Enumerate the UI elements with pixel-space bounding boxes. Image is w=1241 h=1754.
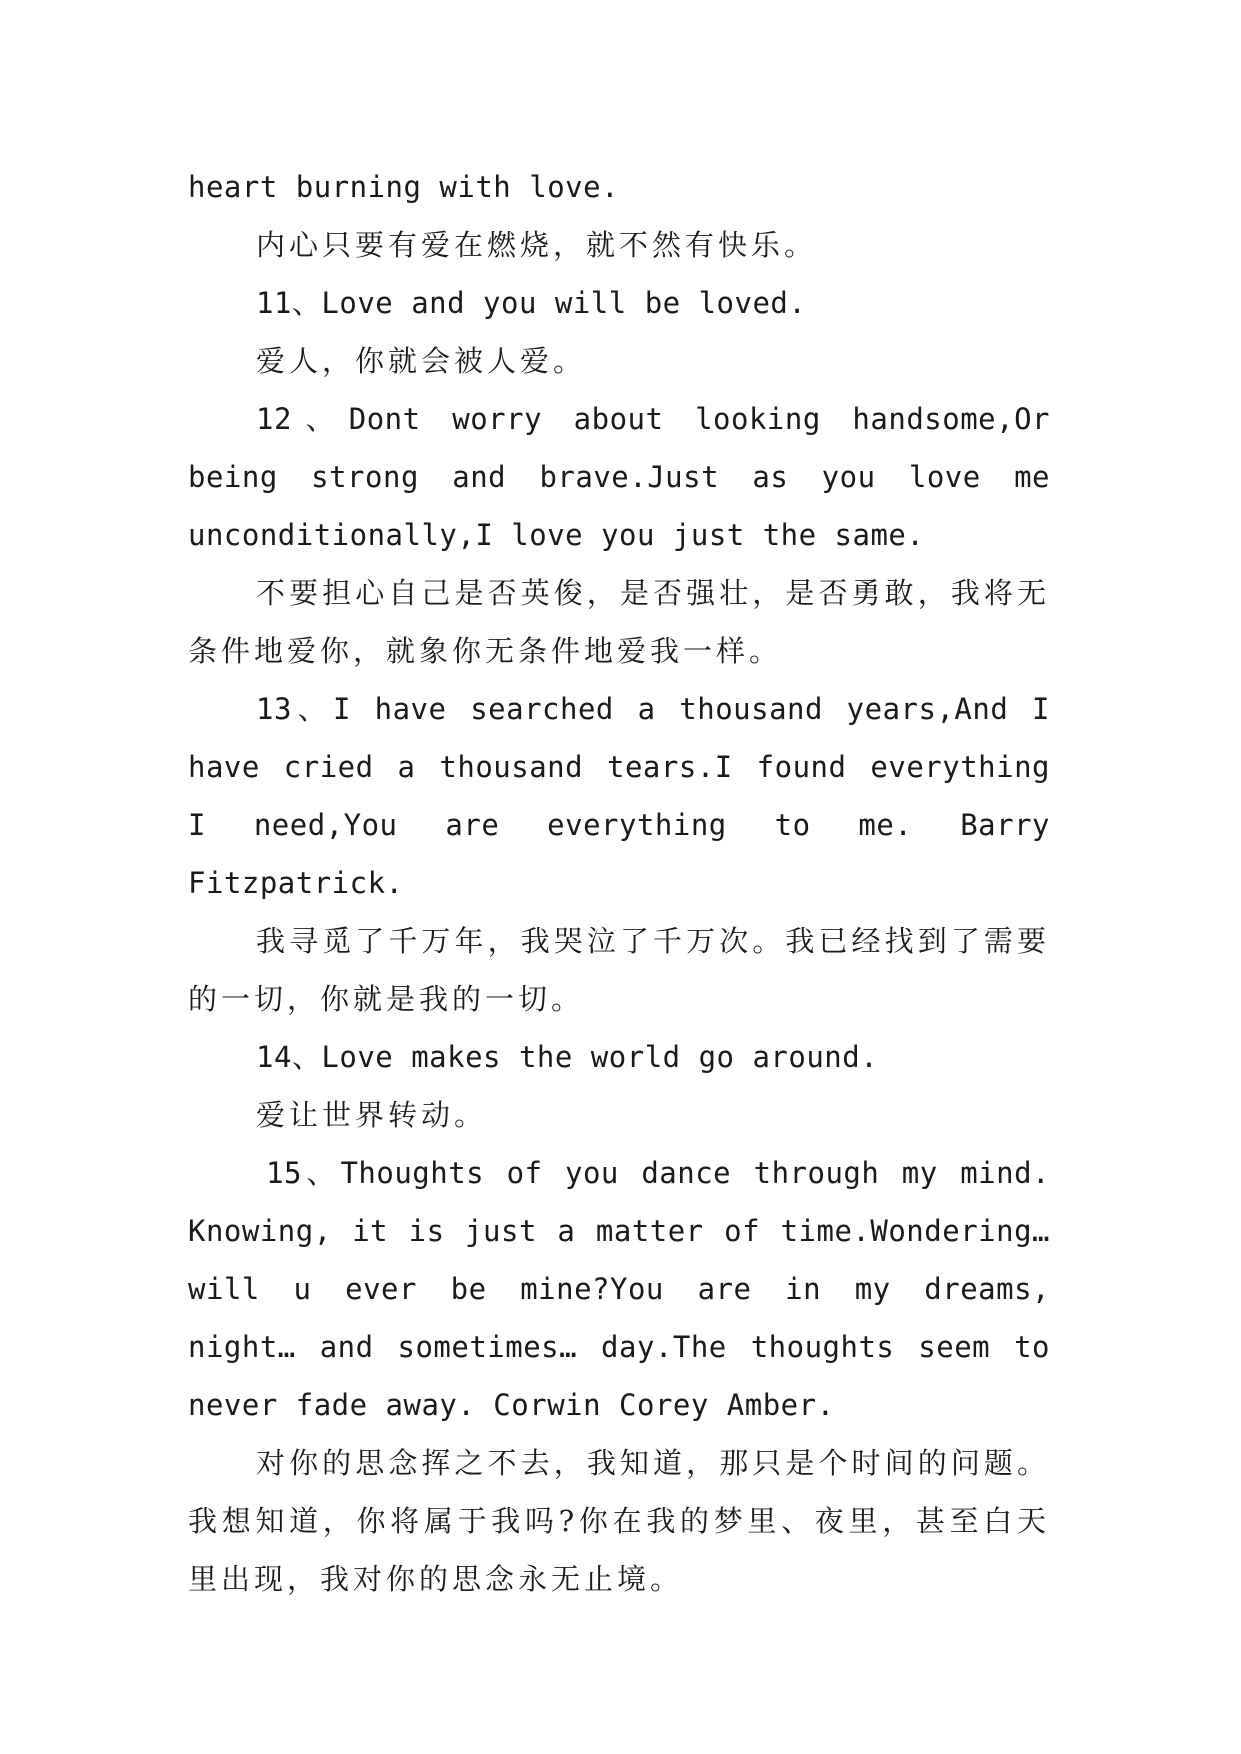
- paragraph-14-zh: 爱让世界转动。: [256, 1098, 488, 1132]
- document-body: [188, 158, 1050, 1608]
- paragraph-11-zh: 爱人，你就会被人爱。: [256, 344, 587, 378]
- paragraph-15-zh: 对你的思念挥之不去，我知道，那只是个时间的问题。我想知道，你将属于我吗?你在我的梦里、夜里，甚至白天里出现，我对你的思念永无止境。: [188, 1446, 1050, 1596]
- paragraph-12-zh: 不要担心自己是否英俊，是否强壮，是否勇敢，我将无条件地爱你，就象你无条件地爱我一样。: [188, 576, 1050, 668]
- paragraph-15-en: 15、Thoughts of you dance through my mind. Knowing, it is just a matter of time.Wondering… will u ever be mine?You are in my dreams, night… and sometimes… day.The thoughts seem to never fade away. Corwin Corey Amber.: [188, 1156, 1050, 1422]
- paragraph-11-en: 11、Love and you will be loved.: [256, 286, 807, 320]
- paragraph-12-en: 12、Dont worry about looking handsome,Or being strong and brave.Just as you love me unconditionally,I love you just the same.: [188, 402, 1050, 552]
- paragraph-13-en: 13、I have searched a thousand years,And I have cried a thousand tears.I found everything I need,You are everything to me. Barry Fitzpatrick.: [188, 692, 1050, 900]
- paragraph-14-en: 14、Love makes the world go around.: [256, 1040, 879, 1074]
- paragraph-1-zh: 内心只要有爱在燃烧，就不然有快乐。: [256, 228, 818, 262]
- paragraph-13-zh: 我寻觅了千万年，我哭泣了千万次。我已经找到了需要的一切，你就是我的一切。: [188, 924, 1050, 1016]
- paragraph-1-en: heart burning with love.: [188, 170, 620, 204]
